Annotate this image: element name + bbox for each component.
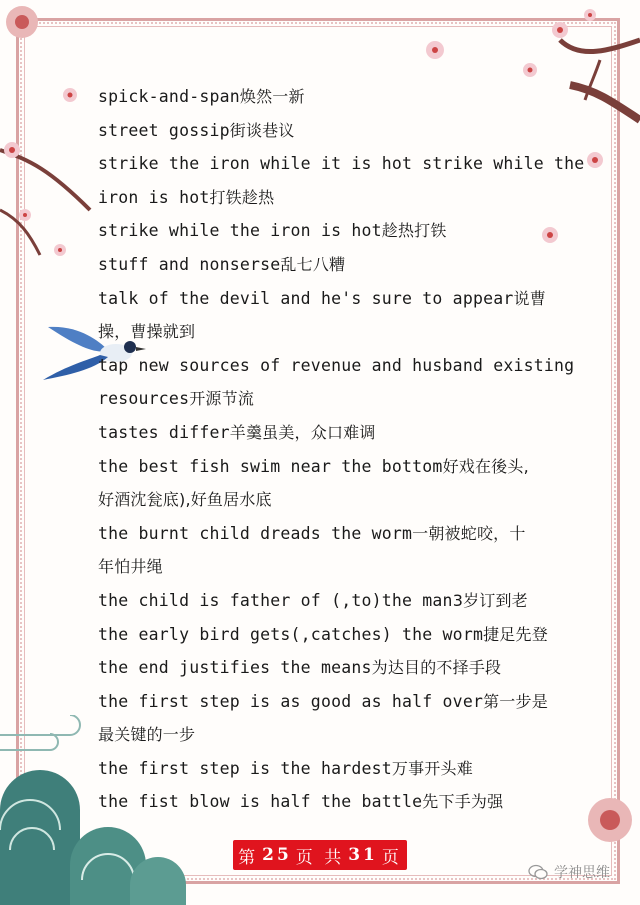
entry-line	[98, 80, 568, 114]
chinese-translation: 羊羹虽美，众口难调	[229, 422, 376, 442]
chinese-translation: 好戏在後头,	[442, 456, 529, 476]
entry-line	[98, 382, 568, 416]
english-phrase: the best fish swim near the bottom	[98, 456, 443, 476]
english-phrase: the end justifies the means	[98, 658, 372, 678]
entry-line	[98, 517, 568, 551]
entry-line	[98, 584, 568, 618]
entry-line	[98, 181, 568, 215]
english-phrase: the first step is as good as half over	[98, 691, 484, 711]
blossom-icon	[415, 30, 455, 70]
chinese-translation: 焕然一新	[239, 87, 305, 106]
entry-line	[98, 147, 585, 181]
english-phrase: the fist blow is half the battle	[98, 792, 423, 812]
english-phrase: stuff and nonserse	[98, 254, 281, 274]
chinese-translation: 捷足先登	[483, 624, 548, 644]
entry-line	[98, 315, 568, 349]
chinese-translation: 最关键的一步	[98, 725, 196, 745]
entry-line	[98, 450, 568, 484]
chinese-translation: 街谈巷议	[229, 120, 295, 140]
entry-line	[98, 618, 568, 652]
entry-line	[98, 685, 568, 719]
english-phrase: the early bird gets(,catches) the worm	[98, 624, 484, 644]
english-phrase: iron is hot	[98, 187, 210, 207]
entry-line	[98, 349, 575, 383]
entry-line	[98, 718, 568, 752]
chinese-translation: 好酒沈瓮底),好鱼居水底	[98, 490, 272, 510]
chinese-translation: 年怕井绳	[98, 557, 163, 577]
english-phrase: strike the iron while it is hot strike while the	[98, 154, 585, 174]
entry-line	[98, 114, 568, 148]
chinese-translation: 先下手为强	[422, 792, 504, 812]
page-number-badge	[233, 840, 407, 870]
total-page-number: 31	[348, 845, 378, 865]
source-watermark	[528, 862, 610, 882]
entry-line	[98, 752, 568, 786]
page-middle-text: 页 共	[295, 847, 345, 868]
chinese-translation: 为达目的不择手段	[371, 658, 502, 678]
chinese-translation: 万事开头难	[391, 758, 473, 778]
chinese-translation: 3岁订到老	[452, 590, 528, 610]
entry-line	[98, 651, 568, 685]
entry-line	[98, 282, 568, 316]
chinese-translation: 一朝被蛇咬，十	[412, 523, 526, 543]
corner-flower-bottom-right-decoration	[570, 780, 640, 860]
chinese-translation: 第一步是	[483, 691, 548, 711]
current-page-number: 25	[262, 845, 292, 865]
cloud-swirl-decoration	[0, 715, 90, 765]
corner-flower-top-left-decoration	[0, 0, 70, 60]
entry-line	[98, 483, 568, 517]
page-prefix: 第	[238, 847, 259, 868]
english-phrase: strike while the iron is hot	[98, 221, 382, 241]
watermark-text: 学神思维	[554, 865, 610, 881]
idiom-list	[98, 80, 585, 819]
wechat-icon	[528, 864, 548, 880]
english-phrase: tap new sources of revenue and husband existing	[98, 355, 575, 375]
english-phrase: the first step is the hardest	[98, 758, 392, 778]
english-phrase: resources	[98, 389, 190, 409]
chinese-translation: 乱七八糟	[280, 254, 346, 274]
chinese-translation: 趁热打铁	[381, 221, 447, 241]
english-phrase: the child is father of (,to)the man	[98, 590, 453, 610]
entry-line	[98, 248, 568, 282]
english-phrase: spick-and-span	[98, 87, 240, 106]
entry-line	[98, 550, 568, 584]
english-phrase: street gossip	[98, 120, 230, 140]
chinese-translation: 说曹	[513, 288, 546, 308]
english-phrase: tastes differ	[98, 422, 230, 442]
chinese-translation: 开源节流	[189, 389, 255, 409]
plum-branch-left-decoration	[0, 60, 110, 260]
chinese-translation: 打铁趁热	[209, 187, 275, 207]
entry-line	[98, 416, 568, 450]
chinese-translation: 操，曹操就到	[98, 322, 196, 342]
entry-line	[98, 214, 568, 248]
entry-line	[98, 785, 568, 819]
english-phrase: talk of the devil and he's sure to appear	[98, 288, 514, 308]
page-suffix: 页	[381, 847, 402, 868]
english-phrase: the burnt child dreads the worm	[98, 523, 413, 543]
